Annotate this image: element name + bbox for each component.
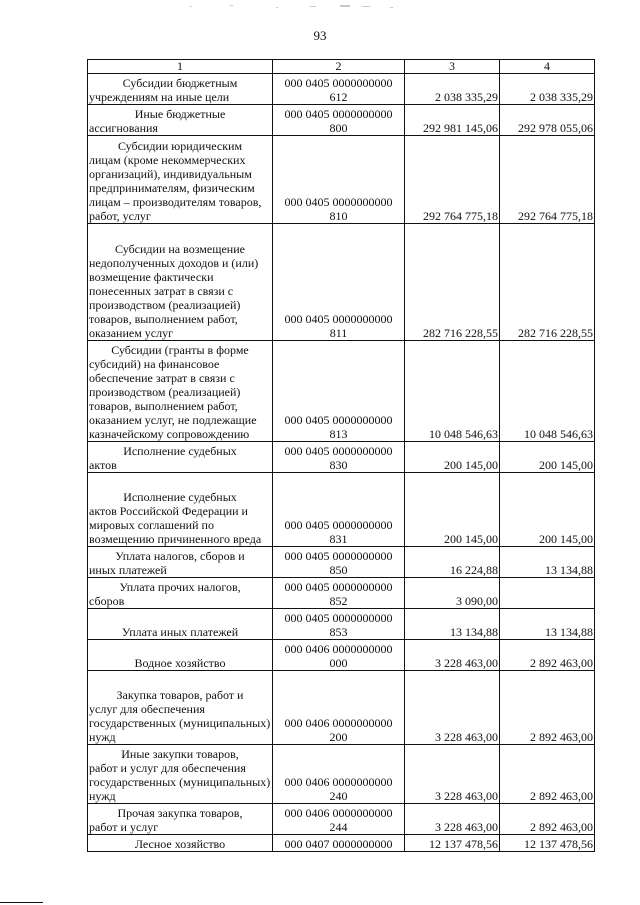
row-value-col3: 292 764 775,18 — [405, 136, 500, 224]
scan-artifact — [190, 2, 450, 10]
row-code-top: 000 0405 0000000000 — [284, 444, 393, 458]
table-row — [88, 224, 595, 341]
row-name-first-line: Исполнение судебных — [123, 444, 237, 458]
row-value-col3: 292 981 145,06 — [405, 105, 500, 136]
table-header — [88, 60, 595, 74]
row-name-rest: работ и услуг — [89, 820, 159, 834]
table-row — [88, 671, 595, 745]
header-cell-3: 3 — [405, 60, 500, 74]
row-code-top: 000 0405 0000000000 — [284, 195, 393, 209]
row-value-col4: 13 134,88 — [500, 547, 595, 578]
row-code-bottom: 831 — [329, 532, 348, 546]
row-name-cell — [88, 640, 273, 671]
footnote-rule — [0, 902, 43, 903]
header-row — [88, 60, 595, 74]
row-code-bottom: 200 — [329, 730, 348, 744]
row-value-col4: 200 145,00 — [500, 442, 595, 473]
row-code-bottom: 000 — [329, 656, 348, 670]
row-name-rest: лицам (кроме некоммерческих организаций), индивидуальным предпринимателям, физическим лицам – производителям товаров, работ, услуг — [89, 153, 262, 223]
table-row — [88, 745, 595, 804]
row-value-col4: 292 978 055,06 — [500, 105, 595, 136]
row-name-first-line: Субсидии юридическим — [117, 139, 243, 153]
row-code-cell — [273, 578, 405, 609]
row-code-bottom: 244 — [329, 820, 348, 834]
row-name-rest: ассигнования — [89, 121, 158, 135]
row-code-top: 000 0405 0000000000 — [284, 107, 393, 121]
row-code-cell — [273, 74, 405, 105]
row-code-bottom: 800 — [329, 121, 348, 135]
table-row — [88, 136, 595, 224]
row-name-first-line: Иные бюджетные — [134, 107, 226, 121]
row-value-col3: 200 145,00 — [405, 473, 500, 547]
row-code-cell — [273, 442, 405, 473]
row-name-first-line: Иные закупки товаров, — [121, 747, 239, 761]
row-code-bottom: 810 — [329, 209, 348, 223]
row-code-cell — [273, 835, 405, 852]
row-code-cell — [273, 224, 405, 341]
row-code-top: 000 0407 0000000000 — [284, 837, 393, 851]
row-name-first-line: Исполнение судебных — [123, 490, 237, 504]
row-value-col3: 13 134,88 — [405, 609, 500, 640]
row-value-col4: 2 038 335,29 — [500, 74, 595, 105]
row-name-cell — [88, 609, 273, 640]
row-name-cell — [88, 804, 273, 835]
row-code-cell — [273, 547, 405, 578]
row-name-rest: работ и услуг для обеспечения государственных (муниципальных) нужд — [89, 761, 271, 803]
row-name-rest: субсидий) на финансовое обеспечение затрат в связи с производством (реализацией) товаров, выполнением работ, оказанием услуг, не подлежащие казначейскому сопровождению — [89, 357, 257, 441]
row-name-cell — [88, 74, 273, 105]
table-row — [88, 442, 595, 473]
row-value-col4 — [500, 578, 595, 609]
row-name-rest: услуг для обеспечения государственных (муниципальных) нужд — [89, 702, 271, 744]
table-row — [88, 835, 595, 852]
row-code-top: 000 0405 0000000000 — [284, 549, 393, 563]
table-row — [88, 578, 595, 609]
row-code-cell — [273, 136, 405, 224]
budget-table — [87, 59, 595, 852]
row-code-bottom: 811 — [329, 326, 348, 340]
row-name-first-line: Уплата налогов, сборов и — [115, 549, 245, 563]
table-row — [88, 341, 595, 442]
row-value-col4: 2 892 463,00 — [500, 745, 595, 804]
header-cell-1: 1 — [88, 60, 273, 74]
row-name-first-line: Водное хозяйство — [134, 656, 226, 670]
row-name-cell — [88, 105, 273, 136]
row-value-col4: 292 764 775,18 — [500, 136, 595, 224]
row-value-col4: 2 892 463,00 — [500, 671, 595, 745]
row-name-cell — [88, 671, 273, 745]
row-value-col3: 3 228 463,00 — [405, 671, 500, 745]
row-code-cell — [273, 473, 405, 547]
row-value-col3: 282 716 228,55 — [405, 224, 500, 341]
row-code-bottom: 852 — [329, 594, 348, 608]
row-name-first-line: Субсидии бюджетным — [122, 76, 238, 90]
row-value-col3: 200 145,00 — [405, 442, 500, 473]
row-code-top: 000 0405 0000000000 — [284, 580, 393, 594]
row-code-bottom: 830 — [329, 458, 348, 472]
row-code-top: 000 0405 0000000000 — [284, 611, 393, 625]
row-name-first-line: Закупка товаров, работ и — [116, 688, 244, 702]
row-name-cell — [88, 578, 273, 609]
row-value-col3: 16 224,88 — [405, 547, 500, 578]
row-value-col3: 3 228 463,00 — [405, 804, 500, 835]
row-name-rest: актов — [89, 458, 117, 472]
row-code-cell — [273, 609, 405, 640]
table-row — [88, 74, 595, 105]
row-value-col3: 12 137 478,56 — [405, 835, 500, 852]
row-name-first-line: Лесное хозяйство — [134, 837, 226, 851]
row-code-cell — [273, 804, 405, 835]
row-name-cell — [88, 745, 273, 804]
row-name-cell — [88, 224, 273, 341]
row-name-first-line: Субсидии на возмещение — [115, 242, 245, 256]
row-name-first-line: Уплата иных платежей — [121, 625, 239, 639]
row-code-cell — [273, 105, 405, 136]
row-code-bottom: 853 — [329, 625, 348, 639]
row-code-top: 000 0405 0000000000 — [284, 312, 393, 326]
table-row — [88, 547, 595, 578]
row-value-col4: 2 892 463,00 — [500, 640, 595, 671]
row-code-top: 000 0406 0000000000 — [284, 775, 393, 789]
row-value-col3: 3 228 463,00 — [405, 745, 500, 804]
row-value-col4: 13 134,88 — [500, 609, 595, 640]
row-code-top: 000 0406 0000000000 — [284, 716, 393, 730]
row-code-bottom: 850 — [329, 563, 348, 577]
row-value-col4: 12 137 478,56 — [500, 835, 595, 852]
row-value-col3: 3 228 463,00 — [405, 640, 500, 671]
row-code-cell — [273, 640, 405, 671]
table-row — [88, 609, 595, 640]
row-code-top: 000 0406 0000000000 — [284, 806, 393, 820]
row-code-cell — [273, 341, 405, 442]
table-row — [88, 640, 595, 671]
page-number: 93 — [313, 28, 327, 43]
row-name-first-line: Субсидии (гранты в форме — [111, 343, 249, 357]
row-code-cell — [273, 745, 405, 804]
row-value-col3: 2 038 335,29 — [405, 74, 500, 105]
row-code-top: 000 0406 0000000000 — [284, 642, 393, 656]
table-row — [88, 105, 595, 136]
row-code-top: 000 0405 0000000000 — [284, 76, 393, 90]
row-name-first-line: Прочая закупка товаров, — [117, 806, 243, 820]
row-name-rest: иных платежей — [89, 563, 167, 577]
row-name-rest: сборов — [89, 594, 125, 608]
row-name-rest: недополученных доходов и (или) возмещение фактически понесенных затрат в связи с производством (реализацией) товаров, выполнением работ, оказанием услуг — [89, 256, 259, 340]
row-name-cell — [88, 442, 273, 473]
row-name-first-line: Уплата прочих налогов, — [119, 580, 241, 594]
row-code-bottom: 813 — [329, 427, 348, 441]
row-value-col3: 10 048 546,63 — [405, 341, 500, 442]
row-name-cell — [88, 547, 273, 578]
row-value-col3: 3 090,00 — [405, 578, 500, 609]
row-code-bottom: 240 — [329, 789, 348, 803]
row-name-rest: учреждениям на иные цели — [89, 90, 230, 104]
row-code-top: 000 0405 0000000000 — [284, 413, 393, 427]
header-cell-2: 2 — [273, 60, 405, 74]
row-value-col4: 10 048 546,63 — [500, 341, 595, 442]
row-code-cell — [273, 671, 405, 745]
row-name-cell — [88, 136, 273, 224]
row-value-col4: 200 145,00 — [500, 473, 595, 547]
row-code-top: 000 0405 0000000000 — [284, 518, 393, 532]
table-row — [88, 473, 595, 547]
table-row — [88, 804, 595, 835]
row-name-cell — [88, 473, 273, 547]
header-cell-4: 4 — [500, 60, 595, 74]
row-code-bottom: 612 — [329, 90, 348, 104]
row-name-rest: актов Российской Федерации и мировых соглашений по возмещению причиненного вреда — [89, 504, 262, 546]
row-value-col4: 2 892 463,00 — [500, 804, 595, 835]
row-name-cell — [88, 835, 273, 852]
table-body — [88, 74, 595, 852]
row-value-col4: 282 716 228,55 — [500, 224, 595, 341]
row-name-cell — [88, 341, 273, 442]
